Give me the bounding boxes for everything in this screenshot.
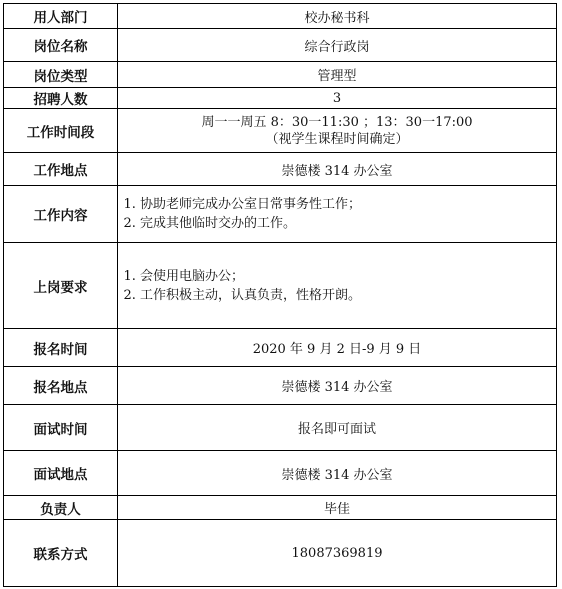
value-reg-place: 崇德楼 314 办公室 (118, 367, 557, 405)
value-contact: 18087369819 (118, 520, 557, 587)
row-type (4, 62, 557, 88)
hours-line-2: （视学生课程时间确定） (265, 131, 409, 147)
value-hours (118, 109, 557, 153)
row-count (4, 88, 557, 109)
value-reg-time: 2020 年 9 月 2 日-9 月 9 日 (118, 329, 557, 367)
row-owner (4, 496, 557, 520)
label-int-place: 面试地点 (4, 451, 118, 496)
value-duties (118, 186, 557, 243)
value-owner: 毕佳 (118, 496, 557, 520)
label-type: 岗位类型 (4, 62, 118, 88)
row-int-place (4, 451, 557, 496)
value-dept: 校办秘书科 (118, 4, 557, 29)
value-int-place: 崇德楼 314 办公室 (118, 451, 557, 496)
row-reg-time (4, 329, 557, 367)
label-duties: 工作内容 (4, 186, 118, 243)
row-dept (4, 4, 557, 29)
row-hours (4, 109, 557, 153)
row-reg-place (4, 367, 557, 405)
label-count: 招聘人数 (4, 88, 118, 109)
row-duties (4, 186, 557, 243)
label-dept: 用人部门 (4, 4, 118, 29)
label-reqs: 上岗要求 (4, 243, 118, 329)
row-reqs (4, 243, 557, 329)
list-item: 2. 完成其他临时交办的工作。 (140, 214, 552, 233)
list-item: 1. 协助老师完成办公室日常事务性工作； (140, 195, 552, 214)
list-item: 2. 工作积极主动，认真负责，性格开朗。 (140, 286, 552, 305)
label-reg-time: 报名时间 (4, 329, 118, 367)
job-posting-table (3, 3, 557, 587)
value-type: 管理型 (118, 62, 557, 88)
label-owner: 负责人 (4, 496, 118, 520)
label-contact: 联系方式 (4, 520, 118, 587)
label-reg-place: 报名地点 (4, 367, 118, 405)
label-hours: 工作时间段 (4, 109, 118, 153)
value-reqs (118, 243, 557, 329)
row-int-time (4, 405, 557, 451)
value-count: 3 (118, 88, 557, 109)
row-contact (4, 520, 557, 587)
value-int-time: 报名即可面试 (118, 405, 557, 451)
label-int-time: 面试时间 (4, 405, 118, 451)
list-item: 1. 会使用电脑办公； (140, 267, 552, 286)
label-location: 工作地点 (4, 153, 118, 186)
hours-line-1: 周一一周五 8：30一11:30 ；13：30一17:00 (201, 114, 473, 130)
value-location: 崇德楼 314 办公室 (118, 153, 557, 186)
row-position (4, 29, 557, 62)
row-location (4, 153, 557, 186)
duties-list (122, 195, 552, 233)
value-position: 综合行政岗 (118, 29, 557, 62)
label-position: 岗位名称 (4, 29, 118, 62)
reqs-list (122, 267, 552, 305)
